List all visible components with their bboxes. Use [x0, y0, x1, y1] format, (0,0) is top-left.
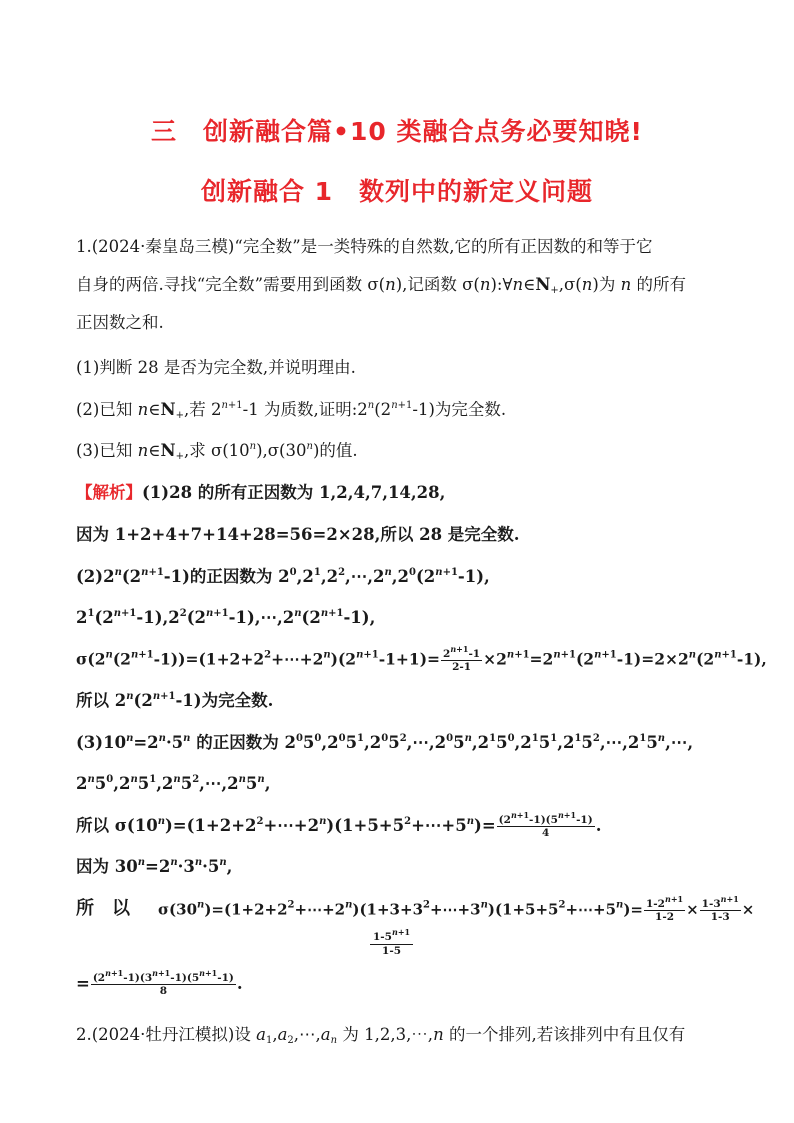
solution-so-label: 所 以	[76, 898, 130, 919]
solution-line-1: 【解析】(1)28 的所有正因数为 1,2,4,7,14,28,	[76, 483, 446, 502]
problem-1-line-3: 正因数之和.	[76, 313, 164, 332]
solution-line-9: 所以 $\sigma(10^n)=(1+2+2^2+\cdots+2^n)(1+5+5^2+\cdots+5^n)=$ $\frac{(2^{n+1}-1)(5^{n+1}-1)}{4}$ .	[76, 810, 602, 839]
solution-line-12: = $\frac{(2^{n+1}-1)(3^{n+1}-1)(5^{n+1}-1)}{8}$ .	[76, 968, 243, 997]
problem-1-part-3: (3)已知 $n\in N_+$,求 σ(10$^n$),σ(30$^n$)的值.	[76, 441, 358, 462]
solution-line-7: $(3)10^n=2^n\cdot 5^n$ 的正因数为 $2^05^0,2^05^1,2^05^2,\cdots,2^05^n,2^15^0,2^15^1,2^15^2,\cdots,2^15^n,\cdots$,	[76, 733, 694, 752]
solution-line-5: $\sigma(2^n(2^{n+1}-1))=(1+2+2^2+\cdots+2^n)(2^{n+1}-1+1)=$ $\frac{2^{n+1}-1}{2-1}$ $\times 2^{n+1}=2^{n+1}(2^{n+1}-1)=2\times 2^n(2^{n+1}-1)$,	[76, 644, 767, 673]
section-title: 三 创新融合篇•10 类融合点务必要知晓!	[151, 117, 643, 146]
solution-line-4: $2^1(2^{n+1}-1),2^2(2^{n+1}-1),\cdots,2^n(2^{n+1}-1)$,	[76, 608, 376, 627]
solution-line-6: 所以 $2^n(2^{n+1}-1)$为完全数.	[76, 691, 274, 710]
solution-line-8: $2^n5^0,2^n5^1,2^n5^2,\cdots,2^n5^n$,	[76, 774, 271, 793]
solution-line-11: $\sigma(30^n)=(1+2+2^2+\cdots+2^n)(1+3+3^2+\cdots+3^n)(1+5+5^2+\cdots+5^n)=$ $\frac{1-2^{n+1}}{1-2}$ × $\frac{1-3^{n+1}}{1-3}$ ×	[158, 894, 755, 923]
solution-fraction-5: $1-5^{n+1}$ 1-5	[370, 931, 413, 958]
problem-1-part-2: (2)已知 $n\in N_+$,若 $2^{n+1}-1$ 为质数,证明$:2^n(2^{n+1}-1)$为完全数.	[76, 400, 507, 421]
solution-line-3: $(2)2^n(2^{n+1}-1)$的正因数为 $2^0,2^1,2^2,\cdots,2^n,2^0(2^{n+1}-1)$,	[76, 567, 490, 586]
problem-1-line-1: 1.(2024·秦皇岛三模)“完全数”是一类特殊的自然数,它的所有正因数的和等于它	[76, 237, 653, 256]
solution-tag: 【解析】	[76, 483, 142, 502]
subsection-title: 创新融合 1 数列中的新定义问题	[200, 177, 594, 206]
solution-line-2: 因为 1+2+4+7+14+28=56=2×28,所以 28 是完全数.	[76, 525, 520, 544]
problem-1-part-1: (1)判断 28 是否为完全数,并说明理由.	[76, 358, 356, 377]
problem-1-line-2: 自身的两倍.寻找“完全数”需要用到函数 σ(n),记函数 $\sigma(n):\forall n\in N_+,\sigma(n)$为 n 的所有	[76, 275, 686, 296]
problem-2-line-1: 2.(2024·牡丹江模拟)设 $a_1,a_2,\cdots,a_n$ 为 1,2,3,⋯,n 的一个排列,若该排列中有且仅有	[76, 1025, 686, 1046]
solution-line-10: 因为 $30^n=2^n\cdot 3^n\cdot 5^n$,	[76, 857, 233, 876]
